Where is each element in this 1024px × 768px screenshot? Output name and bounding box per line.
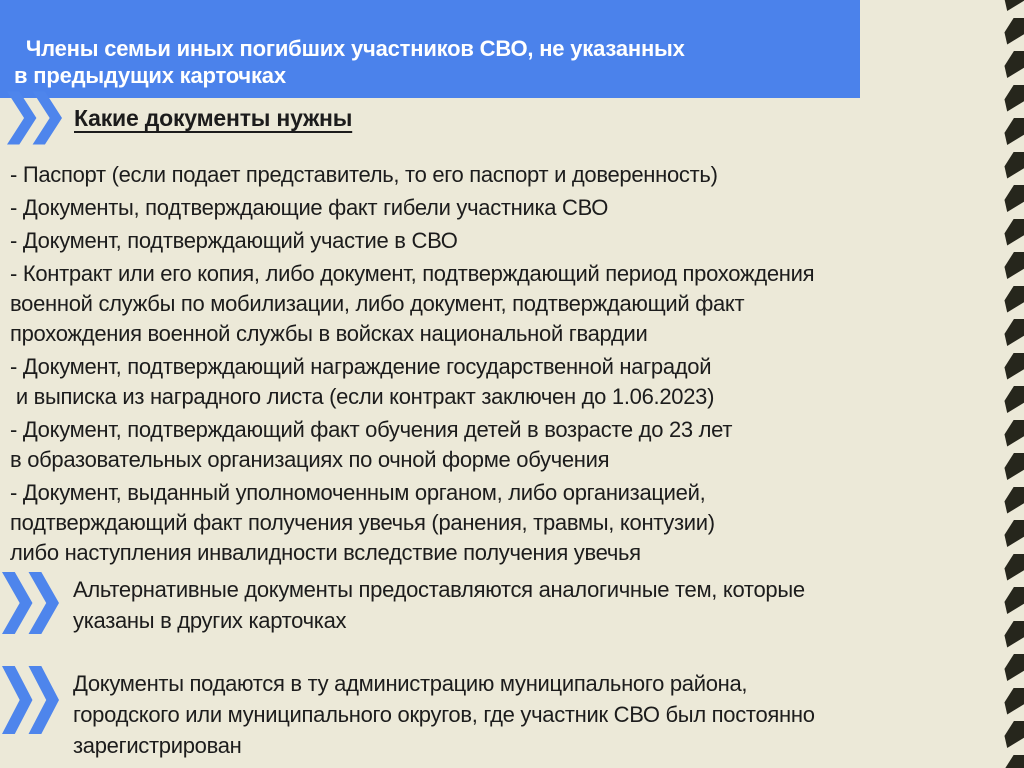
edge-mark-chevron [1003,185,1024,212]
document-list-item: - Контракт или его копия, либо документ, подтверждающий период прохождения военной службы по мобилизации, либо документ, подтверждающий факт прохождения военной службы в войсках национальной гвардии [10,261,815,346]
note-alternative-documents [2,572,805,636]
header-title: Члены семьи иных погибших участников СВО, не указанных в предыдущих карточках [14,36,685,88]
edge-mark-chevron [1003,487,1024,514]
edge-mark-chevron [1003,721,1024,748]
header-banner [0,0,860,98]
edge-mark-chevron [1003,286,1024,313]
edge-mark-chevron [1003,118,1024,145]
section-heading: Какие документы нужны [74,104,353,131]
edge-mark-chevron [1003,621,1024,648]
double-chevron-right-icon [2,666,59,734]
edge-mark-chevron [1003,51,1024,78]
edge-mark-chevron [1003,319,1024,346]
edge-mark-chevron [1003,654,1024,681]
edge-mark-chevron [1003,587,1024,614]
edge-mark-chevron [1003,420,1024,447]
double-chevron-right-icon [7,90,62,146]
document-list-item: - Документ, подтверждающий награждение государственной наградой и выписка из наградного листа (если контракт заключен до 1.06.2023) [10,354,715,409]
edge-mark-chevron [1003,386,1024,413]
document-list-item: - Документ, выданный уполномоченным органом, либо организацией, подтверждающий факт получения увечья (ранения, травмы, контузии) либо наступления инвалидности вследствие получения увечья [10,480,715,565]
note-where-to-submit [2,666,815,761]
note-text: Документы подаются в ту администрацию муниципального района, городского или муниципального округов, где участник СВО был постоянно зарегистрирован [73,671,815,758]
edge-mark-chevron [1003,219,1024,246]
document-list-item: - Паспорт (если подает представитель, то его паспорт и доверенность) [10,162,718,187]
edge-mark-chevron [1003,353,1024,380]
edge-mark-chevron [1003,688,1024,715]
double-chevron-right-icon [2,572,59,634]
document-list [10,160,995,571]
documents-section-heading-row [7,90,352,146]
edge-mark-chevron [1003,453,1024,480]
edge-mark-chevron [1003,252,1024,279]
edge-mark-chevron [1003,18,1024,45]
edge-mark-chevron [1003,554,1024,581]
edge-mark-chevron [1003,0,1024,11]
right-edge-chevron-pattern [1002,0,1024,768]
edge-mark-chevron [1003,755,1024,768]
edge-mark-chevron [1003,85,1024,112]
document-list-item: - Документ, подтверждающий участие в СВО [10,228,458,253]
note-text: Альтернативные документы предоставляются аналогичные тем, которые указаны в других карточках [73,577,805,633]
document-list-item: - Документ, подтверждающий факт обучения детей в возрасте до 23 лет в образовательных организациях по очной форме обучения [10,417,733,472]
document-list-item: - Документы, подтверждающие факт гибели участника СВО [10,195,609,220]
edge-mark-chevron [1003,520,1024,547]
edge-mark-chevron [1003,152,1024,179]
